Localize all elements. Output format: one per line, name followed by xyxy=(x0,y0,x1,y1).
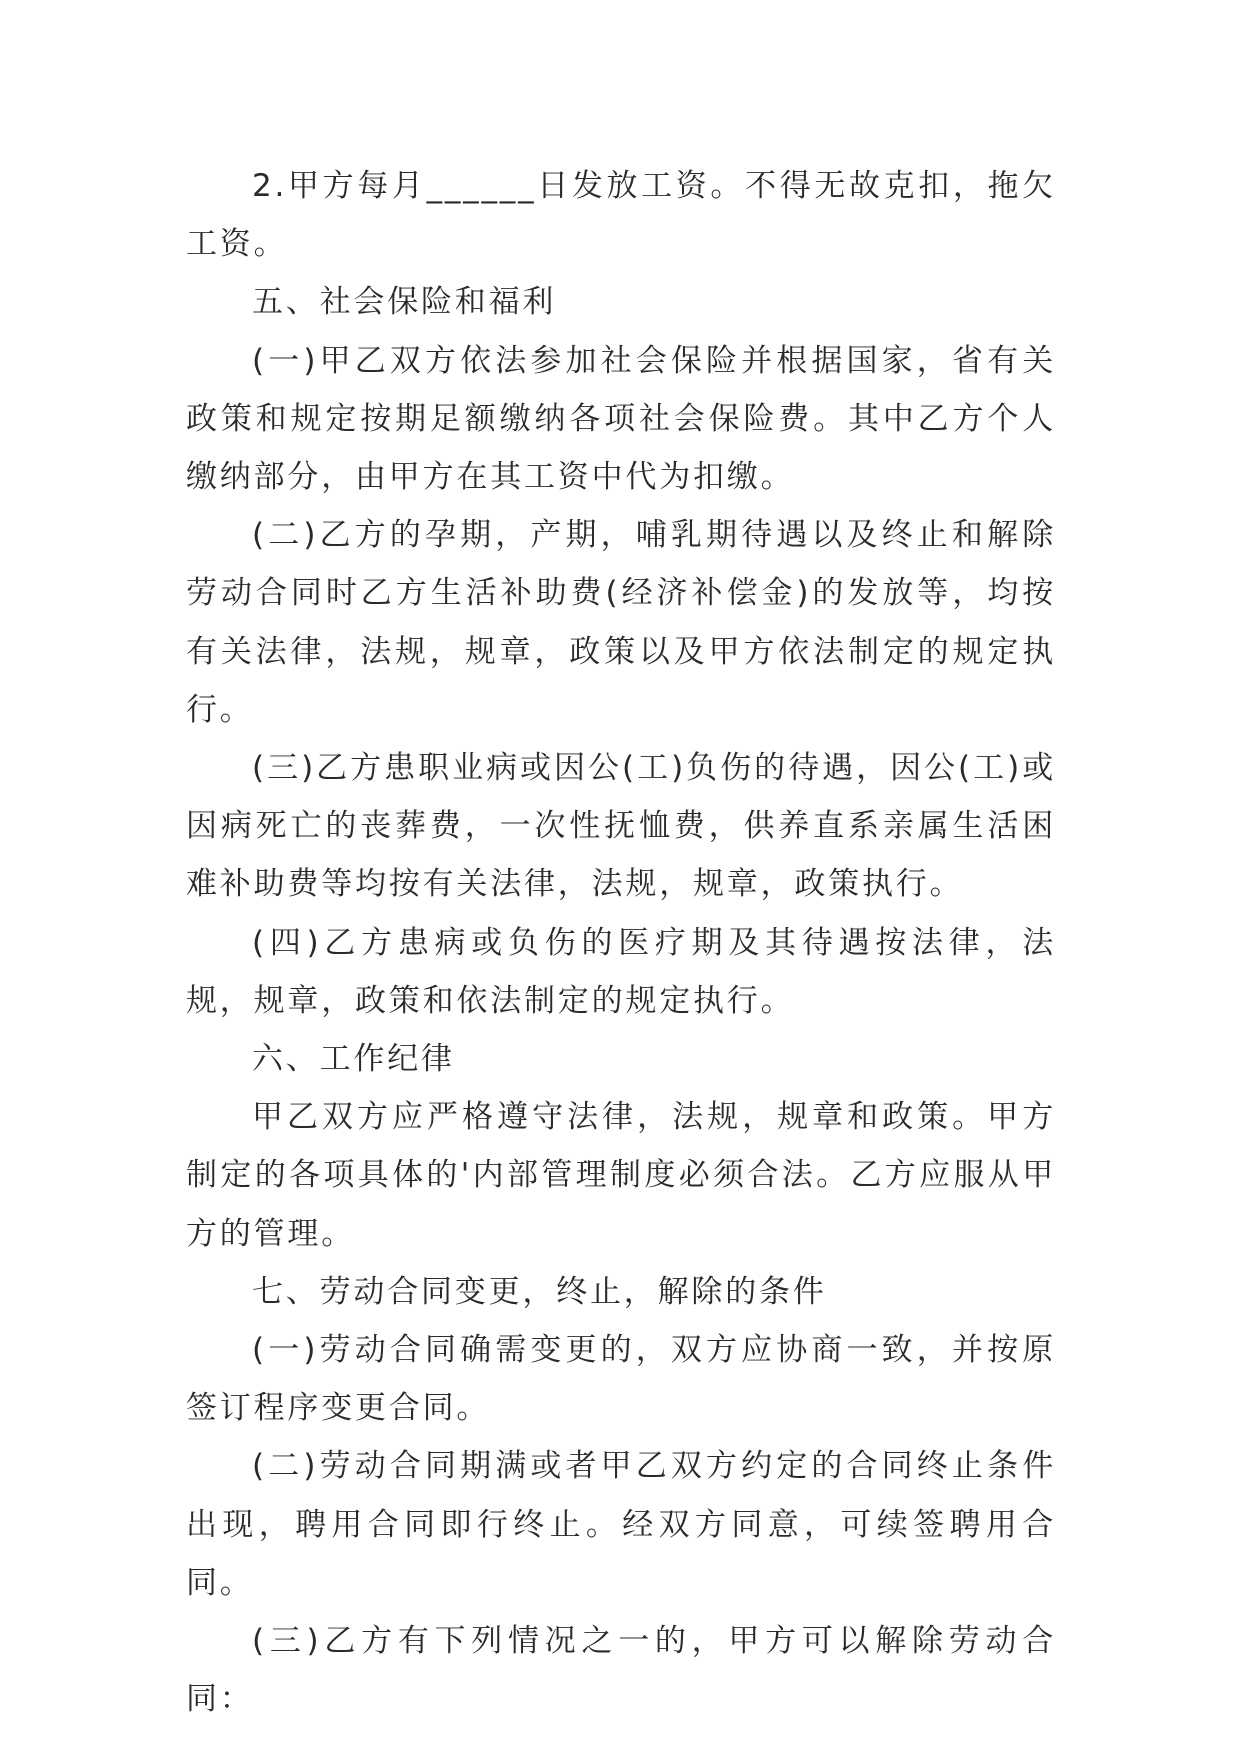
paragraph-insurance-3: (三)乙方患职业病或因公(工)负伤的待遇，因公(工)或因病死亡的丧葬费，一次性抚恤费，供养直系亲属生活困难补助费等均按有关法律，法规，规章，政策执行。 xyxy=(186,750,1056,903)
paragraph-insurance-2: (二)乙方的孕期，产期，哺乳期待遇以及终止和解除劳动合同时乙方生活补助费(经济补偿金)的发放等，均按有关法律，法规，规章，政策以及甲方依法制定的规定执行。 xyxy=(186,517,1056,728)
paragraph-discipline: 甲乙双方应严格遵守法律，法规，规章和政策。甲方制定的各项具体的'内部管理制度必须合法。乙方应服从甲方的管理。 xyxy=(186,1099,1056,1252)
section-heading-work-discipline: 六、工作纪律 xyxy=(252,1041,455,1078)
document-body xyxy=(186,157,1056,1728)
paragraph-contract-change-1: (一)劳动合同确需变更的，双方应协商一致，并按原签订程序变更合同。 xyxy=(186,1332,1056,1427)
paragraph-insurance-4: (四)乙方患病或负伤的医疗期及其待遇按法律，法规，规章，政策和依法制定的规定执行。 xyxy=(186,924,1056,1019)
section-heading-contract-change: 七、劳动合同变更，终止，解除的条件 xyxy=(252,1273,827,1310)
paragraph-contract-change-2: (二)劳动合同期满或者甲乙双方约定的合同终止条件出现，聘用合同即行终止。经双方同意，可续签聘用合同。 xyxy=(186,1448,1056,1601)
paragraph-contract-change-3: (三)乙方有下列情况之一的，甲方可以解除劳动合同： xyxy=(186,1623,1056,1718)
paragraph-insurance-1: (一)甲乙双方依法参加社会保险并根据国家，省有关政策和规定按期足额缴纳各项社会保险费。其中乙方个人缴纳部分，由甲方在其工资中代为扣缴。 xyxy=(186,342,1056,496)
section-heading-social-insurance: 五、社会保险和福利 xyxy=(252,284,557,321)
paragraph-wage-payment-day: 2.甲方每月______日发放工资。不得无故克扣，拖欠工资。 xyxy=(186,168,1056,263)
